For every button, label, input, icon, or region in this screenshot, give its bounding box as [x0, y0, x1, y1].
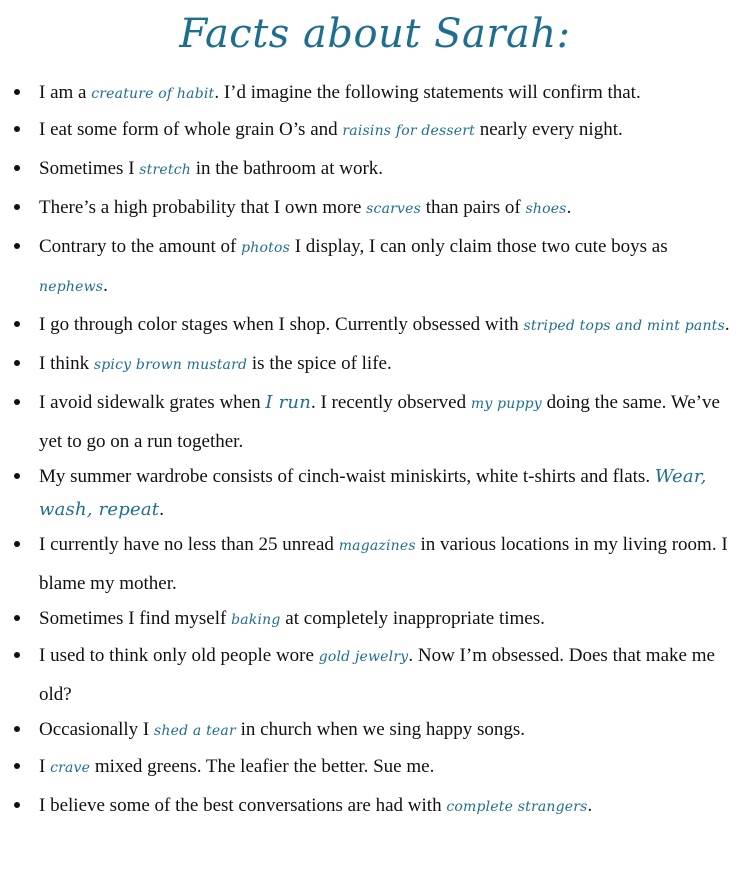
bullet-icon	[14, 204, 20, 210]
fact-text: My summer wardrobe consists of cinch-waist miniskirts, white t-shirts and flats.	[39, 466, 655, 487]
list-item	[10, 637, 740, 713]
list-item	[10, 189, 740, 228]
bullet-icon	[14, 615, 20, 621]
fact-highlight: scarves	[366, 201, 421, 217]
fact-text: . Now I’m obsessed. Does that make me old?	[39, 645, 715, 705]
fact-text: I am a	[39, 82, 92, 103]
bullet-icon	[14, 763, 20, 769]
bullet-icon	[14, 243, 20, 249]
fact-text: in various locations in my living room. I blame my mother.	[39, 534, 728, 594]
fact-text: There’s a high probability that I own more	[39, 197, 367, 218]
fact-text: I go through color stages when I shop. Currently obsessed with	[39, 314, 524, 335]
fact-text: I eat some form of whole grain O’s and	[39, 119, 343, 140]
fact-highlight: gold jewelry	[318, 649, 409, 665]
fact-highlight: magazines	[338, 538, 416, 554]
bullet-icon	[14, 165, 20, 171]
fact-highlight: raisins for dessert	[342, 123, 475, 139]
list-item	[10, 460, 740, 526]
fact-highlight: shed a tear	[154, 723, 236, 739]
fact-text: I believe some of the best conversations are had with	[39, 795, 447, 816]
fact-text: nearly every night.	[475, 119, 623, 140]
fact-text: I think	[39, 353, 94, 374]
fact-highlight: creature of habit	[91, 86, 215, 102]
bullet-icon	[14, 360, 20, 366]
fact-highlight: photos	[241, 240, 290, 256]
list-item	[10, 76, 740, 111]
fact-text: in the bathroom at work.	[190, 158, 384, 179]
fact-text: .	[159, 499, 164, 520]
bullet-icon	[14, 802, 20, 808]
list-item	[10, 345, 740, 384]
fact-text: .	[566, 197, 572, 218]
fact-text: .	[724, 314, 730, 335]
fact-text: mixed greens. The leafier the better. Sue me.	[90, 756, 435, 777]
list-item	[10, 787, 740, 826]
list-item	[10, 748, 740, 787]
list-item	[10, 602, 740, 637]
fact-text: Sometimes I find myself	[39, 608, 232, 629]
fact-highlight: striped tops and mint pants	[523, 318, 725, 334]
fact-text: at completely inappropriate times.	[280, 608, 545, 629]
fact-text: Sometimes I	[39, 158, 140, 179]
bullet-icon	[14, 726, 20, 732]
fact-highlight: complete strangers	[446, 799, 588, 815]
page-title: Facts about Sarah:	[179, 11, 571, 57]
bullet-icon	[14, 473, 20, 479]
fact-text: . I recently observed	[310, 392, 471, 413]
list-item	[10, 111, 740, 150]
fact-text: than pairs of	[420, 197, 526, 218]
fact-text: . I’d imagine the following statements will confirm that.	[214, 82, 641, 103]
bullet-icon	[14, 399, 20, 405]
list-item	[10, 306, 740, 345]
fact-text: I currently have no less than 25 unread	[39, 534, 339, 555]
fact-text: I display, I can only claim those two cute boys as	[289, 236, 668, 257]
list-item	[10, 150, 740, 189]
bullet-icon	[14, 541, 20, 547]
fact-highlight: stretch	[139, 162, 191, 178]
fact-text: I	[39, 756, 51, 777]
fact-text: .	[103, 275, 108, 296]
fact-text: I used to think only old people wore	[39, 645, 319, 666]
fact-text: doing the same. We’ve yet to go on a run together.	[39, 392, 720, 452]
fact-highlight: Wear, wash, repeat	[39, 466, 707, 520]
bullet-icon	[14, 321, 20, 327]
bullet-icon	[14, 89, 20, 95]
fact-highlight: shoes	[525, 201, 567, 217]
fact-text: .	[587, 795, 593, 816]
fact-highlight: nephews	[39, 279, 104, 295]
bullet-icon	[14, 126, 20, 132]
list-item	[10, 526, 740, 602]
list-item	[10, 713, 740, 748]
fact-text: I avoid sidewalk grates when	[39, 392, 266, 413]
fact-text: Contrary to the amount of	[39, 236, 242, 257]
fact-text: in church when we sing happy songs.	[235, 719, 526, 740]
list-item	[10, 384, 740, 460]
list-item	[10, 228, 740, 306]
fact-highlight: baking	[231, 612, 281, 628]
fact-highlight: spicy brown mustard	[93, 357, 248, 373]
facts-list	[10, 76, 740, 826]
bullet-icon	[14, 652, 20, 658]
fact-highlight: I run	[265, 392, 311, 413]
fact-highlight: my puppy	[470, 396, 542, 412]
fact-text: Occasionally I	[39, 719, 155, 740]
fact-highlight: crave	[50, 760, 91, 776]
fact-text: is the spice of life.	[247, 353, 392, 374]
